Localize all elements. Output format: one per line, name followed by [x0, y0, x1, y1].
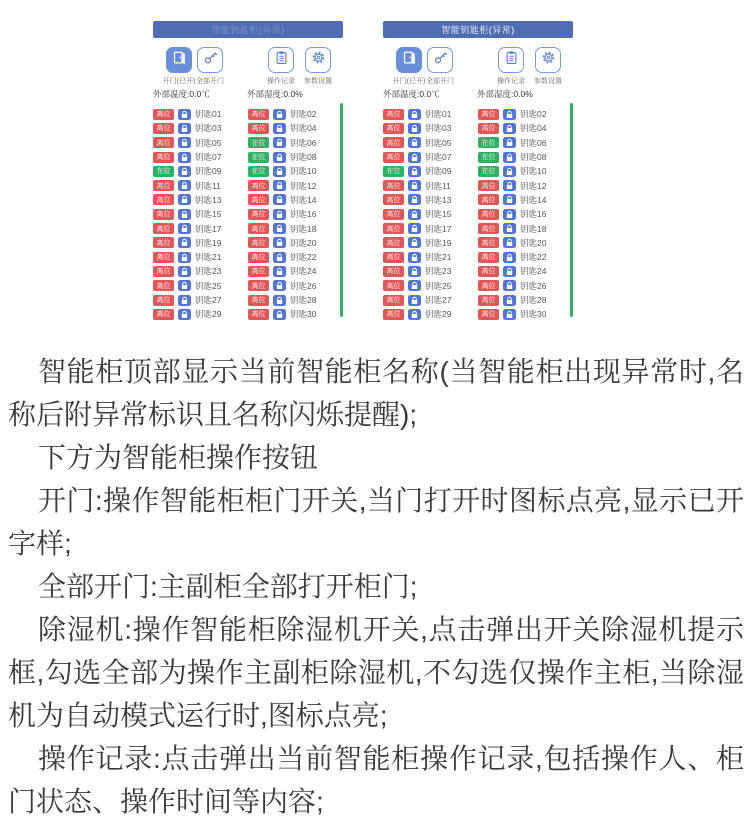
lock-icon	[178, 237, 191, 248]
key-label: 钥匙30	[520, 309, 547, 320]
key-label: 钥匙16	[520, 209, 547, 220]
key-icon	[203, 50, 218, 70]
lock-icon	[503, 223, 516, 234]
status-badge: 离位	[478, 266, 499, 277]
key-row[interactable]	[153, 193, 248, 207]
key-row[interactable]	[248, 279, 343, 293]
status-badge: 离位	[478, 252, 499, 263]
key-row[interactable]	[153, 136, 248, 150]
key-label: 钥匙24	[290, 266, 317, 277]
status-badge: 离位	[153, 309, 174, 320]
key-row[interactable]	[383, 178, 478, 192]
status-badge: 离位	[248, 280, 269, 291]
key-row[interactable]	[383, 264, 478, 278]
description-paragraph: 智能柜顶部显示当前智能柜名称(当智能柜出现异常时,名称后附异常标识且名称闪烁提醒);	[8, 356, 744, 430]
cabinet-title-bar	[383, 21, 573, 38]
key-label: 钥匙11	[195, 180, 221, 191]
key-label: 钥匙22	[520, 252, 547, 263]
status-badge: 在位	[478, 166, 499, 177]
key-row[interactable]	[478, 136, 573, 150]
key-icon	[433, 50, 448, 70]
status-badge: 在位	[248, 137, 269, 148]
key-row[interactable]	[478, 307, 573, 321]
key-row[interactable]	[478, 121, 573, 135]
status-badge: 离位	[383, 309, 404, 320]
lock-icon	[503, 152, 516, 163]
key-row[interactable]	[248, 193, 343, 207]
key-row[interactable]	[153, 107, 248, 121]
status-badge: 离位	[248, 237, 269, 248]
lock-icon	[408, 180, 421, 191]
status-badge: 离位	[153, 109, 174, 120]
lock-icon	[178, 194, 191, 205]
lock-icon	[408, 109, 421, 120]
key-label: 钥匙09	[195, 166, 222, 177]
key-label: 钥匙08	[290, 152, 317, 163]
status-badge: 离位	[383, 194, 404, 205]
key-label: 钥匙15	[425, 209, 452, 220]
key-label: 钥匙19	[195, 237, 222, 248]
status-badge: 离位	[153, 237, 174, 248]
lock-icon	[503, 237, 516, 248]
lock-icon	[503, 109, 516, 120]
key-label: 钥匙25	[425, 280, 452, 291]
key-row[interactable]	[153, 207, 248, 221]
key-row[interactable]	[153, 178, 248, 192]
status-badge: 离位	[478, 280, 499, 291]
key-row[interactable]	[478, 207, 573, 221]
key-row[interactable]	[383, 164, 478, 178]
key-label: 钥匙02	[520, 109, 547, 120]
key-row[interactable]	[248, 107, 343, 121]
key-label: 钥匙18	[520, 223, 547, 234]
key-row[interactable]	[248, 264, 343, 278]
tool-label: 全部开门	[196, 78, 224, 85]
lock-icon	[273, 109, 286, 120]
lock-icon	[178, 295, 191, 306]
key-row[interactable]	[153, 293, 248, 307]
scrollbar[interactable]	[570, 103, 573, 317]
key-row[interactable]	[383, 250, 478, 264]
key-label: 钥匙20	[290, 237, 317, 248]
lock-icon	[178, 180, 191, 191]
status-badge: 离位	[478, 109, 499, 120]
key-label: 钥匙05	[425, 137, 452, 148]
key-row[interactable]	[383, 107, 478, 121]
status-badge: 离位	[248, 309, 269, 320]
key-label: 钥匙24	[520, 266, 547, 277]
lock-icon	[503, 123, 516, 134]
lock-icon	[408, 137, 421, 148]
lock-icon	[408, 309, 421, 320]
status-badge: 离位	[383, 252, 404, 263]
status-badge: 离位	[153, 295, 174, 306]
tool-label: 全部开门	[426, 78, 454, 85]
lock-icon	[178, 209, 191, 220]
cabinet-toolbar	[383, 47, 573, 85]
key-label: 钥匙01	[425, 109, 452, 120]
key-label: 钥匙06	[520, 137, 547, 148]
status-badge: 离位	[383, 295, 404, 306]
key-list	[153, 107, 343, 321]
key-label: 钥匙14	[520, 194, 547, 205]
lock-icon	[408, 166, 421, 177]
key-row[interactable]	[478, 250, 573, 264]
lock-icon	[273, 280, 286, 291]
lock-icon	[273, 137, 286, 148]
key-label: 钥匙04	[290, 123, 317, 134]
cabinet-stats	[383, 88, 573, 100]
open-all-button[interactable]	[415, 47, 465, 86]
key-label: 钥匙22	[290, 252, 317, 263]
key-row[interactable]	[383, 136, 478, 150]
key-label: 钥匙21	[195, 252, 222, 263]
smart-cabinet-panel	[383, 21, 573, 321]
key-label: 钥匙28	[290, 295, 317, 305]
key-label: 钥匙03	[195, 123, 222, 134]
description-paragraph: 操作记录:点击弹出当前智能柜操作记录,包括操作人、柜门状态、操作时间等内容;	[8, 743, 744, 817]
settings-button[interactable]	[305, 47, 331, 73]
gear-icon	[541, 50, 556, 70]
key-label: 钥匙06	[290, 137, 317, 148]
lock-icon	[178, 280, 191, 291]
key-row[interactable]	[478, 150, 573, 164]
key-label: 钥匙27	[425, 295, 452, 305]
lock-icon	[503, 209, 516, 220]
open-all-button[interactable]	[197, 47, 223, 73]
lock-icon	[178, 166, 191, 177]
key-row[interactable]	[248, 221, 343, 235]
tool-label: 操作记录	[267, 78, 295, 85]
key-label: 钥匙20	[520, 237, 547, 248]
key-label: 钥匙28	[520, 295, 547, 305]
key-row[interactable]	[153, 221, 248, 235]
lock-icon	[503, 180, 516, 191]
key-row[interactable]	[153, 150, 248, 164]
key-row[interactable]	[248, 164, 343, 178]
status-badge: 离位	[248, 209, 269, 220]
description-paragraph: 开门:操作智能柜柜门开关,当门打开时图标点亮,显示已开字样;	[8, 485, 744, 559]
cabinet-screenshots	[0, 0, 750, 332]
status-badge: 离位	[248, 180, 269, 191]
status-badge: 离位	[478, 237, 499, 248]
clipboard-icon	[504, 50, 519, 70]
key-row[interactable]	[383, 293, 478, 307]
lock-icon	[273, 237, 286, 248]
lock-icon	[503, 166, 516, 177]
status-badge: 离位	[383, 137, 404, 148]
status-badge: 在位	[248, 166, 269, 177]
key-label: 钥匙05	[195, 137, 222, 148]
status-badge: 离位	[383, 223, 404, 234]
key-label: 钥匙11	[425, 180, 451, 191]
status-badge: 离位	[478, 180, 499, 191]
lock-icon	[273, 252, 286, 263]
key-row[interactable]	[153, 307, 248, 321]
key-row[interactable]	[248, 121, 343, 135]
key-row[interactable]	[478, 279, 573, 293]
scrollbar[interactable]	[340, 103, 343, 317]
lock-icon	[178, 137, 191, 148]
key-row[interactable]	[248, 207, 343, 221]
key-row[interactable]	[383, 150, 478, 164]
lock-icon	[408, 194, 421, 205]
key-label: 钥匙04	[520, 123, 547, 134]
open-all-button[interactable]	[427, 47, 453, 73]
status-badge: 离位	[153, 180, 174, 191]
key-label: 钥匙15	[195, 209, 222, 220]
lock-icon	[178, 152, 191, 163]
key-label: 钥匙30	[290, 309, 317, 320]
key-row[interactable]	[248, 178, 343, 192]
status-badge: 离位	[383, 266, 404, 277]
key-row[interactable]	[383, 279, 478, 293]
key-label: 钥匙08	[520, 152, 547, 163]
external-temperature: 外部温度:0.0℃	[383, 89, 440, 99]
status-badge: 离位	[248, 252, 269, 263]
key-label: 钥匙26	[520, 280, 547, 291]
external-humidity: 外部湿度:0.0%	[477, 89, 533, 99]
key-row[interactable]	[478, 178, 573, 192]
key-label: 钥匙17	[425, 223, 452, 234]
lock-icon	[408, 252, 421, 263]
gear-icon	[311, 50, 326, 70]
key-label: 钥匙29	[195, 309, 222, 320]
settings-button[interactable]	[535, 47, 561, 73]
key-label: 钥匙21	[425, 252, 452, 263]
key-row[interactable]	[478, 193, 573, 207]
lock-icon	[408, 223, 421, 234]
status-badge: 离位	[383, 180, 404, 191]
key-row[interactable]	[153, 236, 248, 250]
key-label: 钥匙25	[195, 280, 222, 291]
status-badge: 离位	[153, 137, 174, 148]
status-badge: 离位	[383, 109, 404, 120]
lock-icon	[408, 280, 421, 291]
key-label: 钥匙27	[195, 295, 222, 305]
smart-cabinet-panel	[153, 21, 343, 321]
status-badge: 离位	[478, 194, 499, 205]
open-all-button[interactable]	[185, 47, 235, 86]
lock-icon	[273, 223, 286, 234]
key-row[interactable]	[478, 107, 573, 121]
status-badge: 离位	[153, 123, 174, 134]
key-label: 钥匙07	[195, 152, 222, 163]
key-row[interactable]	[383, 236, 478, 250]
key-row[interactable]	[153, 264, 248, 278]
key-list	[383, 107, 573, 321]
lock-icon	[273, 123, 286, 134]
status-badge: 离位	[383, 152, 404, 163]
status-badge: 离位	[478, 223, 499, 234]
key-label: 钥匙14	[290, 194, 317, 205]
key-row[interactable]	[153, 121, 248, 135]
key-row[interactable]	[478, 164, 573, 178]
key-row[interactable]	[383, 207, 478, 221]
key-label: 钥匙12	[290, 180, 317, 191]
cabinet-title: 智能钥匙柜(异常)	[441, 25, 515, 35]
description	[0, 350, 750, 823]
status-badge: 离位	[383, 280, 404, 291]
status-badge: 离位	[248, 295, 269, 306]
key-label: 钥匙17	[195, 223, 222, 234]
cabinet-title-bar	[153, 21, 343, 38]
lock-icon	[408, 295, 421, 306]
tool-label: 参数设置	[534, 78, 562, 85]
status-badge: 离位	[153, 252, 174, 263]
key-label: 钥匙29	[425, 309, 452, 320]
key-row[interactable]	[478, 236, 573, 250]
lock-icon	[273, 266, 286, 277]
settings-button[interactable]	[293, 47, 343, 86]
key-row[interactable]	[153, 279, 248, 293]
status-badge: 离位	[248, 109, 269, 120]
lock-icon	[178, 123, 191, 134]
lock-icon	[408, 266, 421, 277]
status-badge: 在位	[478, 137, 499, 148]
status-badge: 离位	[478, 295, 499, 306]
status-badge: 在位	[153, 166, 174, 177]
key-row[interactable]	[248, 236, 343, 250]
external-humidity: 外部湿度:0.0%	[247, 89, 303, 99]
key-row[interactable]	[248, 150, 343, 164]
lock-icon	[408, 123, 421, 134]
key-row[interactable]	[383, 221, 478, 235]
lock-icon	[503, 252, 516, 263]
key-row[interactable]	[248, 307, 343, 321]
status-badge: 离位	[248, 123, 269, 134]
key-label: 钥匙19	[425, 237, 452, 248]
lock-icon	[178, 223, 191, 234]
status-badge: 离位	[383, 209, 404, 220]
status-badge: 离位	[478, 123, 499, 134]
lock-icon	[503, 309, 516, 320]
description-paragraph: 除湿机:操作智能柜除湿机开关,点击弹出开关除湿机提示框,勾选全部为操作主副柜除湿机,不勾选仅操作主柜,当除湿机为自动模式运行时,图标点亮;	[8, 614, 744, 731]
key-label: 钥匙03	[425, 123, 452, 134]
key-label: 钥匙01	[195, 109, 222, 120]
status-badge: 在位	[383, 166, 404, 177]
external-temperature: 外部温度:0.0℃	[153, 89, 210, 99]
lock-icon	[273, 209, 286, 220]
key-label: 钥匙26	[290, 280, 317, 291]
key-label: 钥匙23	[425, 266, 452, 277]
key-row[interactable]	[248, 293, 343, 307]
operation-log-button[interactable]	[268, 47, 294, 73]
settings-button[interactable]	[523, 47, 573, 86]
lock-icon	[408, 152, 421, 163]
status-badge: 离位	[478, 309, 499, 320]
key-label: 钥匙10	[520, 166, 547, 177]
status-badge: 在位	[248, 152, 269, 163]
lock-icon	[273, 309, 286, 320]
lock-icon	[178, 266, 191, 277]
key-row[interactable]	[248, 250, 343, 264]
tool-label: 操作记录	[497, 78, 525, 85]
lock-icon	[273, 180, 286, 191]
status-badge: 在位	[478, 152, 499, 163]
key-row[interactable]	[383, 121, 478, 135]
lock-icon	[273, 152, 286, 163]
key-row[interactable]	[478, 264, 573, 278]
key-row[interactable]	[248, 136, 343, 150]
key-label: 钥匙09	[425, 166, 452, 177]
key-row[interactable]	[153, 250, 248, 264]
key-row[interactable]	[478, 293, 573, 307]
cabinet-title: 智能钥匙柜(异常)	[211, 25, 285, 35]
key-row[interactable]	[478, 221, 573, 235]
key-label: 钥匙12	[520, 180, 547, 191]
lock-icon	[273, 194, 286, 205]
operation-log-button[interactable]	[498, 47, 524, 73]
description-paragraph: 下方为智能柜操作按钮	[38, 442, 319, 473]
lock-icon	[178, 309, 191, 320]
status-badge: 离位	[153, 194, 174, 205]
key-label: 钥匙23	[195, 266, 222, 277]
key-label: 钥匙18	[290, 223, 317, 234]
key-label: 钥匙10	[290, 166, 317, 177]
status-badge: 离位	[248, 194, 269, 205]
lock-icon	[503, 266, 516, 277]
key-row[interactable]	[383, 193, 478, 207]
lock-icon	[503, 137, 516, 148]
status-badge: 离位	[153, 209, 174, 220]
status-badge: 离位	[153, 266, 174, 277]
lock-icon	[503, 295, 516, 306]
clipboard-icon	[274, 50, 289, 70]
cabinet-toolbar	[153, 47, 343, 85]
lock-icon	[273, 295, 286, 306]
status-badge: 离位	[153, 280, 174, 291]
key-label: 钥匙13	[195, 194, 222, 205]
lock-icon	[503, 280, 516, 291]
key-label: 钥匙02	[290, 109, 317, 120]
lock-icon	[178, 109, 191, 120]
lock-icon	[408, 237, 421, 248]
status-badge: 离位	[383, 123, 404, 134]
lock-icon	[273, 166, 286, 177]
key-label: 钥匙13	[425, 194, 452, 205]
status-badge: 离位	[383, 237, 404, 248]
key-label: 钥匙07	[425, 152, 452, 163]
lock-icon	[408, 209, 421, 220]
status-badge: 离位	[153, 152, 174, 163]
tool-label: 参数设置	[304, 78, 332, 85]
status-badge: 离位	[478, 209, 499, 220]
description-paragraph: 全部开门:主副柜全部打开柜门;	[38, 571, 418, 602]
tool-label: 开门(已开)	[162, 78, 196, 85]
status-badge: 离位	[153, 223, 174, 234]
key-row[interactable]	[383, 307, 478, 321]
status-badge: 离位	[248, 266, 269, 277]
key-row[interactable]	[153, 164, 248, 178]
lock-icon	[503, 194, 516, 205]
cabinet-stats	[153, 88, 343, 100]
key-label: 钥匙16	[290, 209, 317, 220]
lock-icon	[178, 252, 191, 263]
status-badge: 离位	[248, 223, 269, 234]
tool-label: 开门(已开)	[392, 78, 426, 85]
